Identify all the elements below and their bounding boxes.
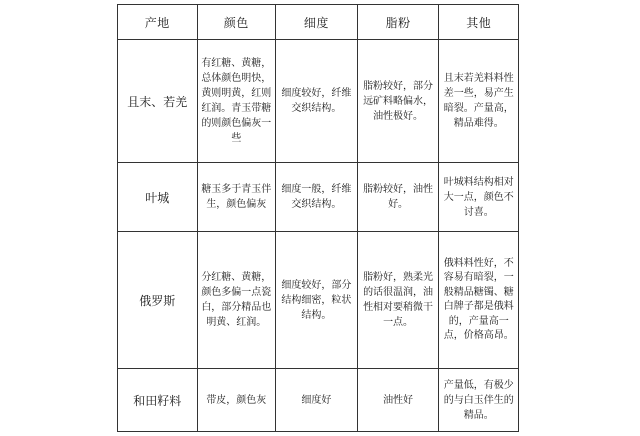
fineness-cell: 细度较好，纤维交织结构。: [276, 40, 358, 163]
other-cell: 俄料料性好，不容易有暗裂，一般精品糖镯、糖白牌子都是俄料的，产量高一点，价格高昂。: [439, 232, 519, 369]
color-cell: 有红糖、黄糖，总体颜色明快，黄则明黄，红则红润。青玉带糖的则颜色偏灰一些: [197, 40, 276, 163]
color-cell: 分红糖、黄糖，颜色多偏一点瓷白，部分精品也明黄、红润。: [197, 232, 276, 369]
header-color: 颜色: [197, 5, 276, 40]
origin-cell: 和田籽料: [118, 369, 198, 432]
table-row: [118, 232, 519, 369]
luster-cell: 脂粉好，熟柔光的话很温润，油性相对要稍微干一点。: [357, 232, 439, 369]
jade-origin-comparison-table: [117, 4, 519, 432]
color-cell: 糖玉多于青玉伴生，颜色偏灰: [197, 163, 276, 232]
origin-cell: 俄罗斯: [118, 232, 198, 369]
table-row: [118, 369, 519, 432]
origin-cell: 叶城: [118, 163, 198, 232]
luster-cell: 油性好: [357, 369, 439, 432]
fineness-cell: 细度好: [276, 369, 358, 432]
header-luster: 脂粉: [357, 5, 439, 40]
header-origin: 产地: [118, 5, 198, 40]
color-cell: 带皮，颜色灰: [197, 369, 276, 432]
table-row: [118, 163, 519, 232]
fineness-cell: 细度较好，部分结构细密，粒状结构。: [276, 232, 358, 369]
header-other: 其他: [439, 5, 519, 40]
other-cell: 且末若羌料料性差一些，易产生暗裂。产量高，精品难得。: [439, 40, 519, 163]
other-cell: 叶城料结构相对大一点，颜色不讨喜。: [439, 163, 519, 232]
luster-cell: 脂粉较好，部分远矿料略偏水，油性极好。: [357, 40, 439, 163]
table-row: [118, 40, 519, 163]
header-fineness: 细度: [276, 5, 358, 40]
origin-cell: 且末、若羌: [118, 40, 198, 163]
luster-cell: 脂粉较好，油性好。: [357, 163, 439, 232]
other-cell: 产量低，有极少的与白玉伴生的精品。: [439, 369, 519, 432]
table-header-row: [118, 5, 519, 40]
fineness-cell: 细度一般，纤维交织结构。: [276, 163, 358, 232]
